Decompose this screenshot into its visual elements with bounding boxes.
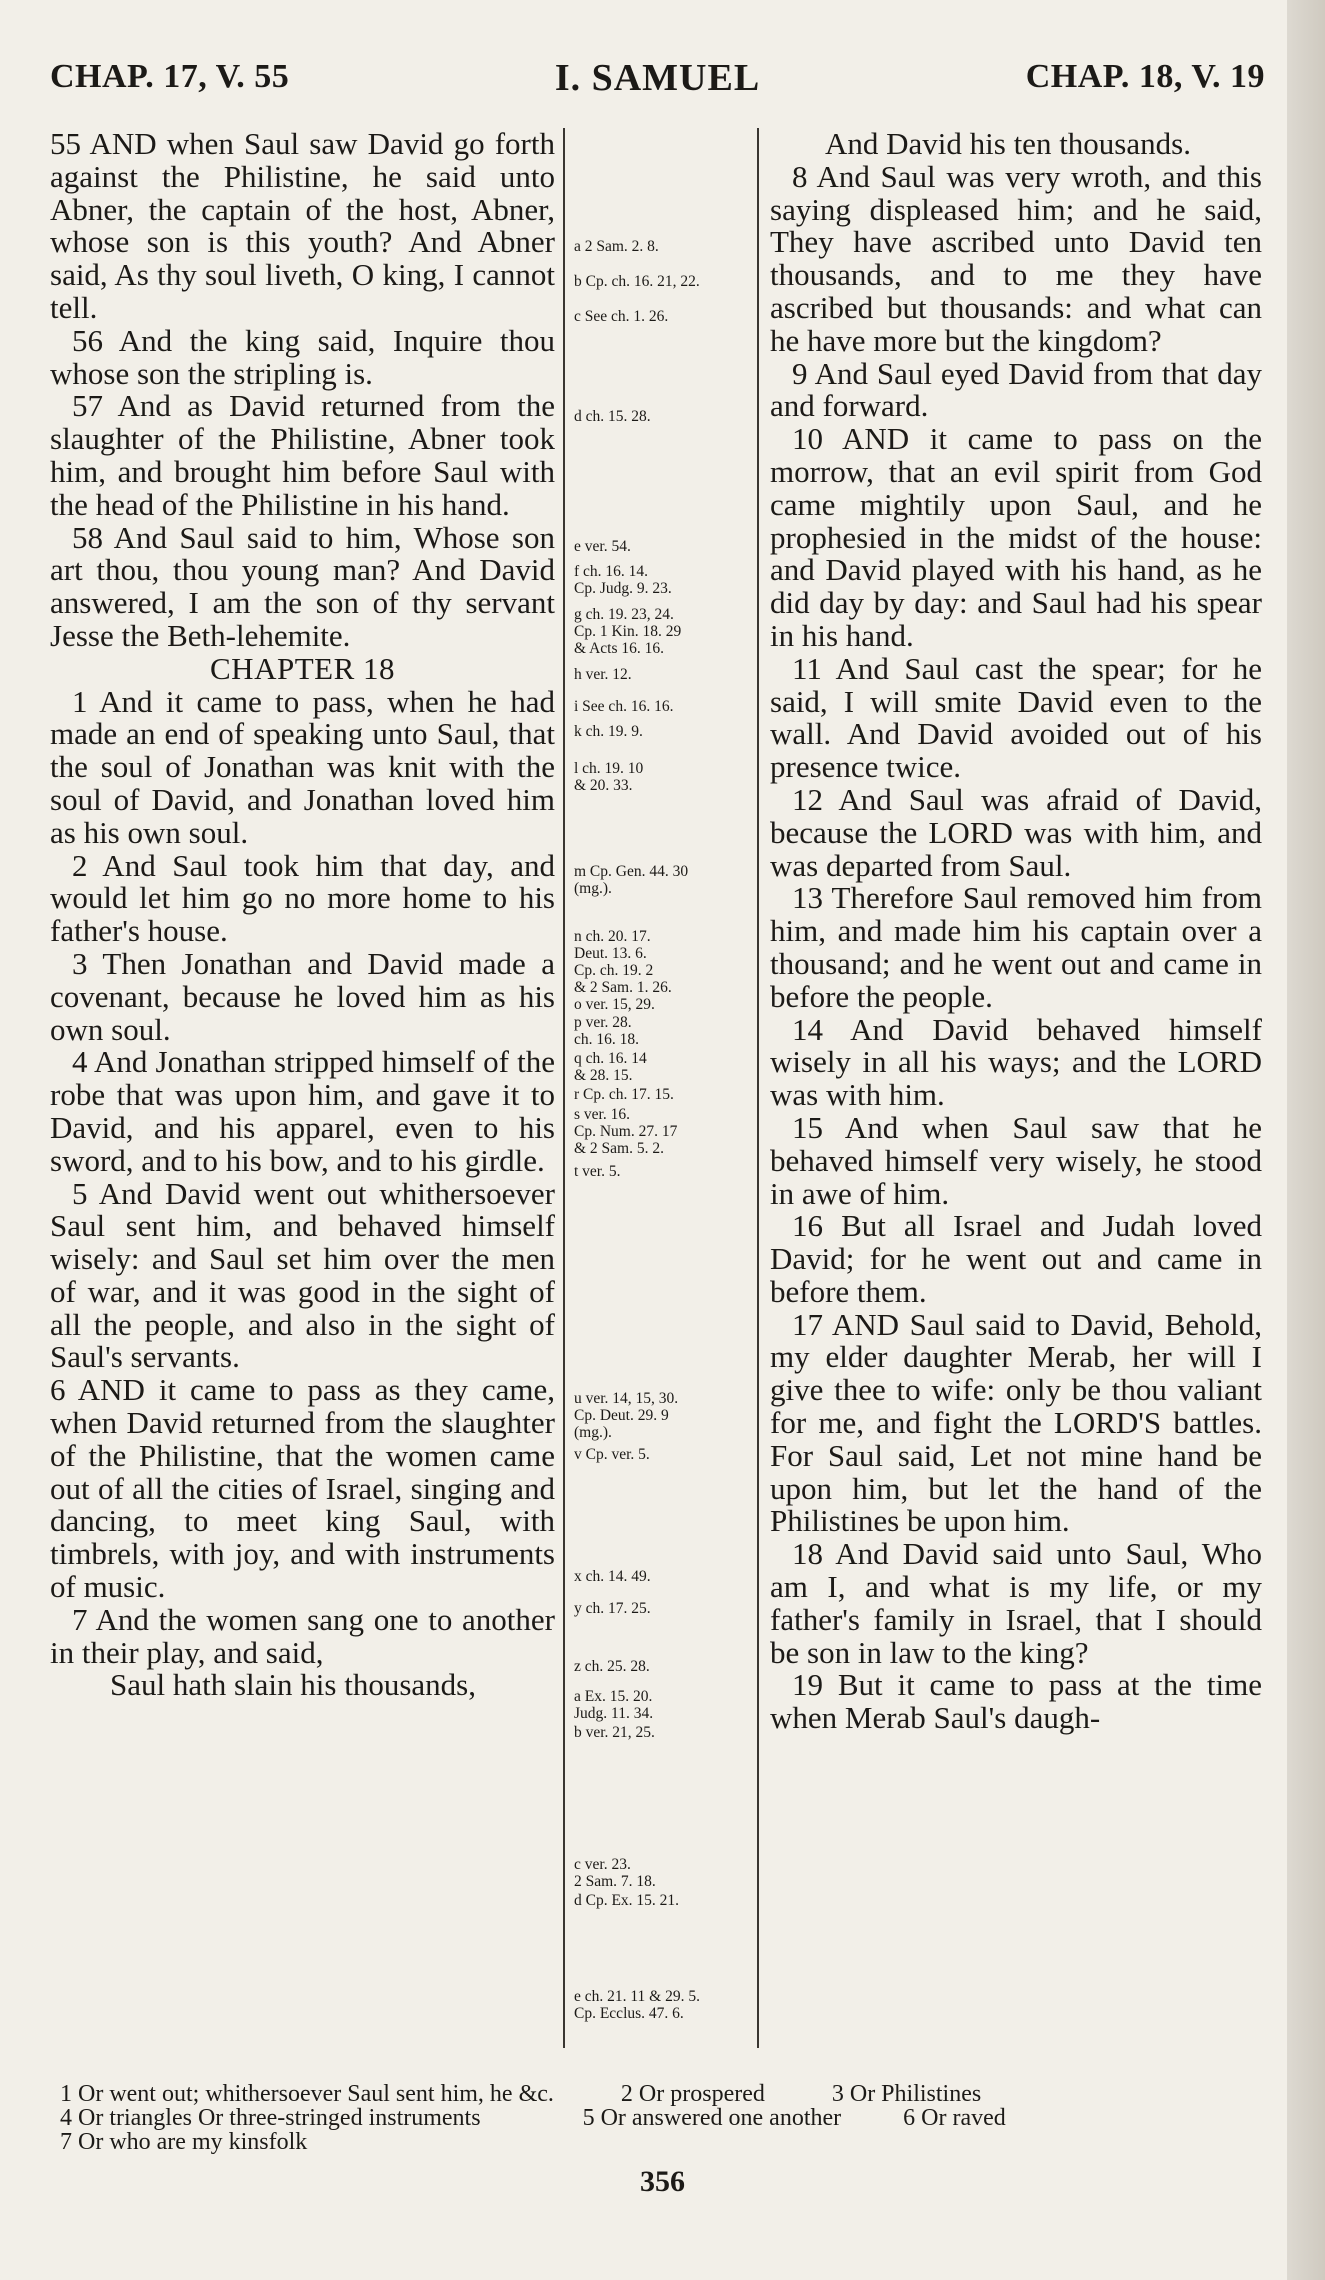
- cross-reference: r Cp. ch. 17. 15.: [574, 1086, 674, 1103]
- column-rule-left: [563, 128, 565, 2048]
- cross-reference: z ch. 25. 28.: [574, 1658, 650, 1675]
- chapter-heading: CHAPTER 18: [210, 650, 395, 686]
- cross-reference: l ch. 19. 10 & 20. 33.: [574, 760, 644, 794]
- cross-reference: y ch. 17. 25.: [574, 1600, 651, 1617]
- cross-reference: k ch. 19. 9.: [574, 723, 643, 740]
- running-header: [50, 58, 1265, 108]
- cross-reference: d ch. 15. 28.: [574, 408, 651, 425]
- cross-reference: o ver. 15, 29.: [574, 996, 655, 1013]
- verse-18-7: 7 And the women sang one to another in their play, and said,: [50, 1601, 555, 1670]
- verse-18-17: 17 AND Saul said to David, Behold, my elder daughter Merab, her will I give thee to wife: only be thou valiant for me, and fight the LORD'S battles. For Saul said, Let not mine hand be upon him, but let the hand of the Philistines be upon him.: [770, 1306, 1262, 1539]
- footnote-line: [60, 2082, 1260, 2106]
- cross-reference: c ver. 23. 2 Sam. 7. 18.: [574, 1856, 656, 1890]
- cross-reference: a 2 Sam. 2. 8.: [574, 238, 659, 255]
- verse-18-9: 9 And Saul eyed David from that day and forward.: [770, 355, 1262, 424]
- verse-18-12: 12 And Saul was afraid of David, because the LORD was with him, and was departed from Saul.: [770, 781, 1262, 883]
- cross-reference: p ver. 28. ch. 16. 18.: [574, 1014, 640, 1048]
- verse-17-57: 57 And as David returned from the slaughter of the Philistine, Abner took him, and brought him before Saul with the head of the Philistine in his hand.: [50, 388, 555, 522]
- verse-18-4: 4 And Jonathan stripped himself of the robe that was upon him, and gave it to David, and his apparel, even to his sword, and to his bow, and to his girdle.: [50, 1044, 555, 1178]
- page-number: 356: [640, 2165, 685, 2198]
- right-text-column: [770, 128, 1262, 1735]
- header-chapter-end: CHAP. 18, V. 19: [1025, 58, 1265, 95]
- cross-reference: b Cp. ch. 16. 21, 22.: [574, 273, 700, 290]
- verse-18-18: 18 And David said unto Saul, Who am I, and what is my life, or my father's family in Israel, that I should be son in law to the king?: [770, 1536, 1262, 1670]
- footnote: 2 Or prospered: [620, 2081, 765, 2107]
- cross-reference: x ch. 14. 49.: [574, 1568, 651, 1585]
- verse-18-5: 5 And David went out whithersoever Saul sent him, and behaved himself wisely: and Saul set him over the men of war, and it was good in the sight of all the people, and also in the sight of Saul's servants.: [50, 1175, 555, 1375]
- verse-17-58: 58 And Saul said to him, Whose son art thou, thou young man? And David answered, I am the son of thy servant Jesse the Beth-lehemite.: [50, 519, 555, 653]
- verse-18-11: 11 And Saul cast the spear; for he said, I will smite David even to the wall. And David avoided out of his presence twice.: [770, 650, 1262, 785]
- verse-18-7-poetry: Saul hath slain his thousands,: [110, 1667, 476, 1703]
- cross-reference: e ver. 54.: [574, 538, 631, 555]
- cross-reference: g ch. 19. 23, 24. Cp. 1 Kin. 18. 29 & Acts 16. 16.: [574, 606, 682, 657]
- header-book-title: I. SAMUEL: [554, 57, 761, 99]
- footnote-line: [60, 2130, 1260, 2154]
- footnote: 6 Or raved: [903, 2105, 1006, 2131]
- footnotes: [60, 2082, 1260, 2154]
- footnote: 1 Or went out; whithersoever Saul sent him, he &c.: [60, 2081, 554, 2107]
- footnote-line: [60, 2106, 1260, 2130]
- cross-reference: e ch. 21. 11 & 29. 5. Cp. Ecclus. 47. 6.: [574, 1988, 700, 2022]
- verse-18-15: 15 And when Saul saw that he behaved himself very wisely, he stood in awe of him.: [770, 1109, 1262, 1211]
- cross-reference: t ver. 5.: [574, 1163, 621, 1180]
- cross-reference: v Cp. ver. 5.: [574, 1446, 650, 1463]
- cross-reference: d Cp. Ex. 15. 21.: [574, 1892, 680, 1909]
- footnote: 5 Or answered one another: [582, 2105, 842, 2131]
- verse-18-13: 13 Therefore Saul removed him from him, and made him his captain over a thousand; and he went out and came in before the people.: [770, 880, 1262, 1014]
- verse-18-10: 10 AND it came to pass on the morrow, that an evil spirit from God came mightily upon Saul, and he prophesied in the midst of the house: and David played with his hand, as he did day by day: and Saul had his spear in his hand.: [770, 421, 1262, 653]
- verse-18-16: 16 But all Israel and Judah loved David; for he went out and came in before them.: [770, 1208, 1262, 1309]
- left-text-column: [50, 128, 555, 1702]
- verse-18-7-poetry-end: And David his ten thousands.: [825, 126, 1191, 161]
- verse-18-6: 6 AND it came to pass as they came, when David returned from the slaughter of the Philistine, that the women came out of all the cities of Israel, singing and dancing, to meet king Saul, with timbrels, with joy, and with instruments of music.: [50, 1372, 555, 1605]
- header-chapter-start: CHAP. 17, V. 55: [50, 58, 290, 95]
- footnote: 7 Or who are my kinsfolk: [60, 2129, 308, 2155]
- cross-reference: a Ex. 15. 20. Judg. 11. 34.: [574, 1688, 654, 1722]
- verse-18-14: 14 And David behaved himself wisely in all his ways; and the LORD was with him.: [770, 1011, 1262, 1113]
- verse-17-55: 55 AND when Saul saw David go forth against the Philistine, he said unto Abner, the captain of the host, Abner, whose son is this youth? And Abner said, As thy soul liveth, O king, I cannot tell.: [50, 126, 555, 325]
- cross-reference: c See ch. 1. 26.: [574, 308, 669, 325]
- cross-reference: f ch. 16. 14. Cp. Judg. 9. 23.: [574, 563, 672, 597]
- verse-18-3: 3 Then Jonathan and David made a covenant, because he loved him as his own soul.: [50, 945, 555, 1047]
- column-rule-right: [757, 128, 759, 2048]
- cross-reference-column: [574, 128, 749, 2048]
- cross-reference: u ver. 14, 15, 30. Cp. Deut. 29. 9 (mg.).: [574, 1390, 679, 1441]
- cross-reference: i See ch. 16. 16.: [574, 698, 674, 715]
- verse-17-56: 56 And the king said, Inquire thou whose son the stripling is.: [50, 322, 555, 391]
- footnote: 4 Or triangles Or three-stringed instruments: [60, 2105, 481, 2131]
- cross-reference: s ver. 16. Cp. Num. 27. 17 & 2 Sam. 5. 2.: [574, 1106, 678, 1157]
- verse-18-8: 8 And Saul was very wroth, and this saying displeased him; and he said, They have ascribed unto David ten thousands, and to me they have ascribed but thousands: and what can he have more but the kingdom?: [770, 158, 1262, 358]
- page-edge: [1287, 0, 1325, 2280]
- footnote: 3 Or Philistines: [831, 2081, 982, 2107]
- cross-reference: n ch. 20. 17. Deut. 13. 6. Cp. ch. 19. 2 & 2 Sam. 1. 26.: [574, 928, 672, 996]
- cross-reference: m Cp. Gen. 44. 30 (mg.).: [574, 863, 689, 897]
- verse-18-19: 19 But it came to pass at the time when Merab Saul's daugh-: [770, 1667, 1262, 1736]
- cross-reference: b ver. 21, 25.: [574, 1724, 655, 1741]
- cross-reference: q ch. 16. 14 & 28. 15.: [574, 1050, 647, 1084]
- verse-18-1: 1 And it came to pass, when he had made an end of speaking unto Saul, that the soul of Jonathan was knit with the soul of David, and Jonathan loved him as his own soul.: [50, 683, 555, 850]
- cross-reference: h ver. 12.: [574, 666, 632, 683]
- verse-18-2: 2 And Saul took him that day, and would let him go no more home to his father's house.: [50, 847, 555, 949]
